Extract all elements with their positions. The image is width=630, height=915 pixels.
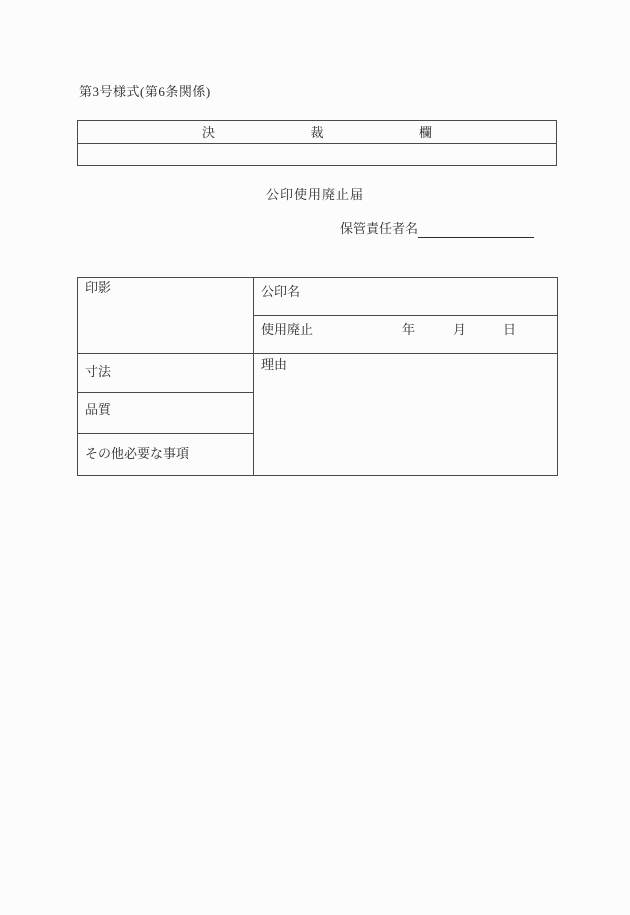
- reason-cell: 理由: [254, 354, 558, 476]
- keeper-name-label: 保管責任者名: [340, 221, 419, 236]
- decision-blank-row: [78, 144, 557, 166]
- form-number-label: 第3号様式(第6条関係): [79, 84, 211, 99]
- month-label: 月: [453, 322, 467, 337]
- day-label: 日: [503, 322, 517, 337]
- document-title: 公印使用廃止届: [265, 187, 364, 202]
- decision-blank-cell: [78, 144, 557, 166]
- decision-char-1: 決: [202, 124, 216, 140]
- discontinuation-date-cell: [254, 316, 558, 354]
- decision-header-text: [202, 126, 432, 139]
- discontinuation-label: 使用廃止: [261, 322, 314, 337]
- decision-header-row: [78, 121, 557, 144]
- table-row: [78, 354, 558, 393]
- table-row: [78, 278, 558, 316]
- seal-detail-table: [77, 277, 558, 476]
- decision-header-cell: [78, 121, 557, 144]
- keeper-name-line: [340, 222, 534, 238]
- decision-char-3: 欄: [418, 124, 432, 140]
- year-label: 年: [402, 322, 416, 337]
- seal-detail-box: [77, 277, 558, 476]
- quality-cell: 品質: [78, 393, 254, 434]
- other-items-cell: その他必要な事項: [78, 434, 254, 476]
- keeper-name-fill-line: [418, 222, 534, 238]
- decision-table: [77, 120, 557, 166]
- dimensions-cell: 寸法: [78, 354, 254, 393]
- seal-name-cell: 公印名: [254, 278, 558, 316]
- decision-char-2: 裁: [310, 124, 324, 140]
- seal-impression-cell: 印影: [78, 278, 254, 354]
- decision-box: [77, 120, 557, 166]
